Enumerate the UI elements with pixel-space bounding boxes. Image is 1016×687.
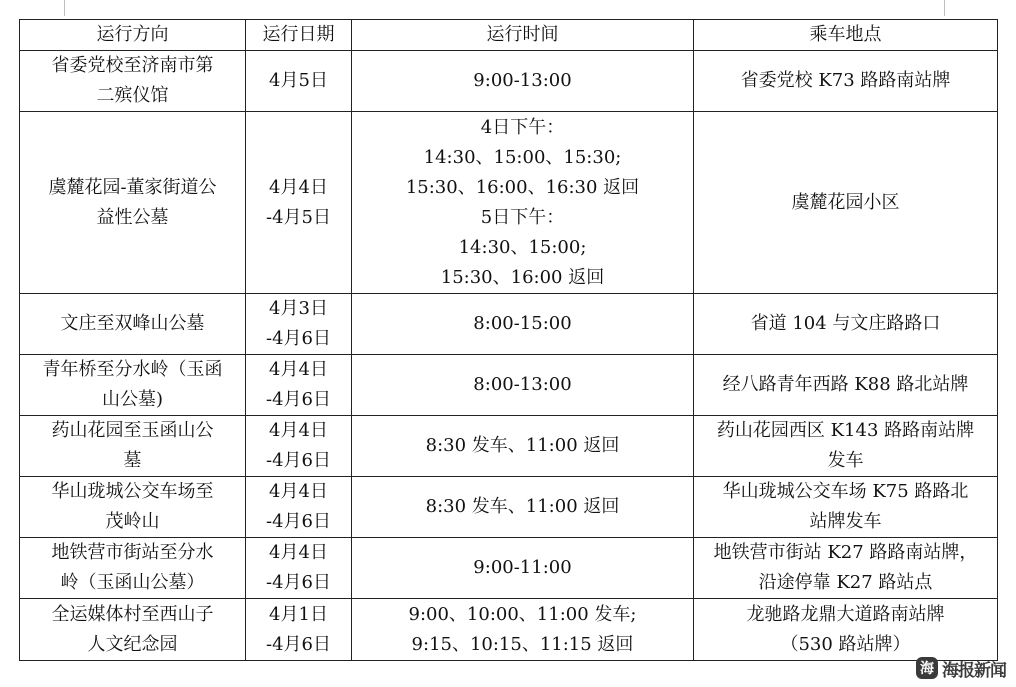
cell-text-line: 岭（玉函山公墓） xyxy=(60,572,205,593)
cell-text-line: 文庄至双峰山公墓 xyxy=(60,313,205,334)
cell-text-line: 14:30、15:00、15:30; xyxy=(423,146,622,168)
cell-date xyxy=(246,355,352,416)
table-row xyxy=(20,599,998,661)
cell-text-line: 9:15、10:15、11:15 返回 xyxy=(411,633,634,655)
cell-text-line: 4日下午： xyxy=(480,116,565,138)
cell-direction xyxy=(20,538,246,599)
cell-text-line: 8:30 发车、11:00 返回 xyxy=(425,496,620,517)
header-time: 运行时间 xyxy=(352,20,694,51)
cell-text-line: -4月6日 xyxy=(266,572,331,593)
cell-text-line: 省委党校至济南市第 xyxy=(51,55,214,76)
cell-text-line: 4月3日 xyxy=(269,298,328,319)
cell-place xyxy=(694,294,998,355)
cell-text-line: 4月4日 xyxy=(269,420,328,441)
cell-text-line: 9:00-13:00 xyxy=(473,70,572,91)
header-place: 乘车地点 xyxy=(694,20,998,51)
cell-text-line: 15:30、16:00、16:30 返回 xyxy=(405,176,640,198)
cell-direction xyxy=(20,112,246,294)
watermark xyxy=(916,655,1006,681)
cell-time xyxy=(352,51,694,112)
cell-text-line: 省委党校 K73 路路南站牌 xyxy=(740,70,951,91)
cell-text-line: 山公墓) xyxy=(101,389,164,410)
cell-place xyxy=(694,538,998,599)
cell-text-line: -4月6日 xyxy=(266,511,331,532)
cell-text-line: 4月4日 xyxy=(269,542,328,563)
cell-date xyxy=(246,294,352,355)
cell-text-line: -4月6日 xyxy=(266,633,331,655)
cell-date xyxy=(246,599,352,661)
cell-direction xyxy=(20,51,246,112)
cell-text-line: 药山花园西区 K143 路路南站牌 xyxy=(716,420,975,441)
cell-text-line: 14:30、15:00; xyxy=(458,236,587,258)
cell-text-line: 4月1日 xyxy=(269,603,328,625)
cell-text-line: 全运媒体村至西山子 xyxy=(51,603,214,625)
cell-text-line: 省道 104 与文庄路路口 xyxy=(750,313,941,334)
cell-text-line: 药山花园至玉函山公 xyxy=(51,420,214,441)
header-direction: 运行方向 xyxy=(20,20,246,51)
header-date: 运行日期 xyxy=(246,20,352,51)
table-row xyxy=(20,355,998,416)
cell-place xyxy=(694,355,998,416)
cell-text-line: 华山珑城公交车场至 xyxy=(51,481,214,502)
cell-direction xyxy=(20,477,246,538)
cell-place xyxy=(694,477,998,538)
cell-text-line: 4月4日 xyxy=(269,481,328,502)
table-row xyxy=(20,51,998,112)
cell-place xyxy=(694,599,998,661)
cell-date xyxy=(246,477,352,538)
cell-time xyxy=(352,599,694,661)
cell-direction xyxy=(20,294,246,355)
cell-direction xyxy=(20,355,246,416)
cell-text-line: 龙驰路龙鼎大道路南站牌 xyxy=(746,603,945,625)
cell-time xyxy=(352,294,694,355)
table-row xyxy=(20,538,998,599)
cell-time xyxy=(352,416,694,477)
cell-place xyxy=(694,51,998,112)
brand-name: 海报新闻 xyxy=(942,660,1006,681)
schedule-table xyxy=(19,19,998,661)
cell-text-line: 青年桥至分水岭（玉函 xyxy=(42,359,223,380)
cell-text-line: 9:00、10:00、11:00 发车; xyxy=(408,603,637,625)
cell-time xyxy=(352,112,694,294)
cell-text-line: 5日下午： xyxy=(480,206,565,228)
table-row xyxy=(20,294,998,355)
table-row xyxy=(20,112,998,294)
cell-date xyxy=(246,112,352,294)
cell-text-line: -4月5日 xyxy=(266,206,331,228)
cell-text-line: 8:30 发车、11:00 返回 xyxy=(425,435,620,456)
cell-text-line: 二殡仪馆 xyxy=(96,85,169,106)
cell-text-line: 8:00-13:00 xyxy=(473,374,572,395)
cell-text-line: 站牌发车 xyxy=(809,511,882,532)
cell-text-line: 墓 xyxy=(123,450,142,471)
cell-place xyxy=(694,112,998,294)
cell-date xyxy=(246,416,352,477)
cell-text-line: 4月5日 xyxy=(269,70,328,91)
brand-logo-glyph: 海 xyxy=(920,661,934,677)
cell-date xyxy=(246,538,352,599)
cell-text-line: 虞麓花园-董家街道公 xyxy=(48,176,217,198)
cell-direction xyxy=(20,599,246,661)
cell-text-line: 发车 xyxy=(827,450,864,471)
cell-time xyxy=(352,538,694,599)
cell-text-line: 15:30、16:00 返回 xyxy=(440,266,605,288)
cell-text-line: 地铁营市街站至分水 xyxy=(51,542,214,563)
cell-text-line: 沿途停靠 K27 路站点 xyxy=(758,572,933,593)
cell-text-line: 8:00-15:00 xyxy=(473,313,572,334)
table-row xyxy=(20,416,998,477)
cell-text-line: 茂岭山 xyxy=(105,511,160,532)
cell-text-line: 9:00-11:00 xyxy=(473,557,572,578)
cell-text-line: 4月4日 xyxy=(269,176,328,198)
header-row xyxy=(20,20,998,51)
cell-text-line: -4月6日 xyxy=(266,389,331,410)
brand-logo-icon xyxy=(916,657,938,679)
cell-text-line: 经八路青年西路 K88 路北站牌 xyxy=(722,374,969,395)
cell-text-line: （530 路站牌） xyxy=(780,633,911,655)
cell-text-line: 4月4日 xyxy=(269,359,328,380)
cell-time xyxy=(352,477,694,538)
page-top-marks xyxy=(0,0,1016,18)
cell-text-line: -4月6日 xyxy=(266,328,331,349)
cell-date xyxy=(246,51,352,112)
cell-direction xyxy=(20,416,246,477)
cell-text-line: -4月6日 xyxy=(266,450,331,471)
cell-text-line: 华山珑城公交车场 K75 路路北 xyxy=(722,481,969,502)
cell-text-line: 人文纪念园 xyxy=(87,633,178,655)
cell-place xyxy=(694,416,998,477)
table-row xyxy=(20,477,998,538)
cell-text-line: 虞麓花园小区 xyxy=(791,191,900,213)
cell-text-line: 地铁营市街站 K27 路路南站牌， xyxy=(713,542,978,563)
cell-time xyxy=(352,355,694,416)
cell-text-line: 益性公墓 xyxy=(96,206,169,228)
